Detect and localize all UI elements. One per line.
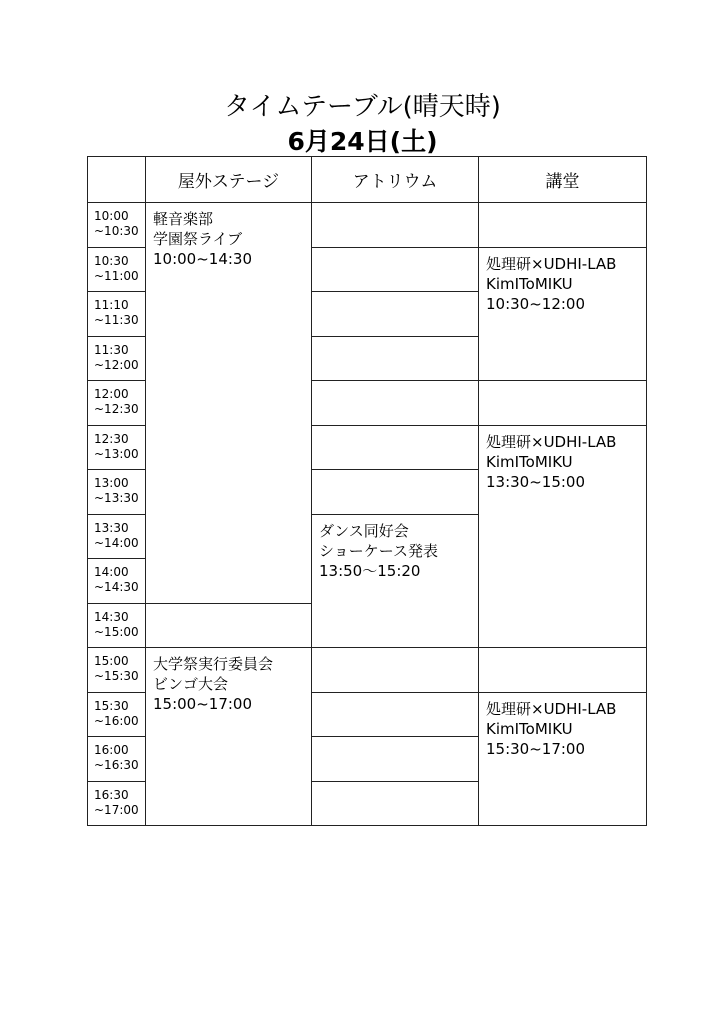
event-name: ダンス同好会 <box>319 521 409 540</box>
time-start: 10:30 <box>94 253 129 268</box>
event-sub: ショーケース発表 <box>319 541 438 560</box>
empty-cell <box>312 692 479 737</box>
event-time: 10:00~14:30 <box>153 250 253 268</box>
time-cell <box>88 292 146 337</box>
event-keion-live <box>146 203 312 604</box>
time-cell <box>88 559 146 604</box>
time-end: ~11:30 <box>94 313 139 327</box>
time-cell <box>88 425 146 470</box>
empty-cell <box>479 381 647 426</box>
page-date: 6月24日(土) <box>287 127 438 156</box>
time-cell <box>88 470 146 515</box>
time-start: 15:00 <box>94 654 129 668</box>
empty-cell <box>312 470 479 515</box>
time-start: 14:30 <box>94 609 129 624</box>
table-row <box>88 648 647 693</box>
time-start: 13:30 <box>94 520 129 535</box>
time-start: 11:10 <box>94 298 129 312</box>
event-name: 処理研×UDHI-LAB <box>486 699 617 718</box>
time-cell <box>88 603 146 648</box>
time-end: ~14:30 <box>94 580 139 594</box>
empty-cell <box>312 425 479 470</box>
time-cell <box>88 203 146 248</box>
empty-cell <box>479 203 647 248</box>
event-hall-1 <box>479 247 647 381</box>
time-start: 13:00 <box>94 476 129 490</box>
empty-cell <box>479 648 647 693</box>
time-end: ~15:00 <box>94 624 139 639</box>
time-end: ~15:30 <box>94 669 139 683</box>
time-start: 12:30 <box>94 431 129 446</box>
time-cell <box>88 247 146 292</box>
time-cell <box>88 514 146 559</box>
time-start: 11:30 <box>94 342 129 357</box>
event-hall-3 <box>479 692 647 826</box>
time-cell <box>88 781 146 826</box>
header-outdoor-stage: 屋外ステージ <box>146 157 312 203</box>
event-sub: KimIToMIKU <box>486 274 573 293</box>
event-time: 13:50～15:20 <box>319 561 421 580</box>
event-sub: KimIToMIKU <box>486 719 573 738</box>
time-cell <box>88 737 146 782</box>
header-row <box>88 157 647 203</box>
time-start: 10:00 <box>94 209 129 223</box>
time-cell <box>88 648 146 693</box>
empty-cell <box>312 247 479 292</box>
empty-cell <box>312 336 479 381</box>
time-start: 14:00 <box>94 565 129 579</box>
time-end: ~12:30 <box>94 402 139 416</box>
time-end: ~11:00 <box>94 268 139 283</box>
time-cell <box>88 692 146 737</box>
event-time: 15:00~17:00 <box>153 695 253 713</box>
header-atrium: アトリウム <box>312 157 479 203</box>
time-end: ~13:30 <box>94 491 139 505</box>
time-start: 15:30 <box>94 698 129 713</box>
empty-cell <box>312 381 479 426</box>
empty-cell <box>312 203 479 248</box>
time-end: ~10:30 <box>94 224 139 238</box>
time-start: 16:30 <box>94 787 129 802</box>
page-title: タイムテーブル(晴天時) <box>224 92 501 122</box>
time-end: ~16:00 <box>94 713 139 728</box>
time-end: ~12:00 <box>94 357 139 372</box>
timetable <box>87 156 647 826</box>
time-cell <box>88 336 146 381</box>
time-end: ~17:00 <box>94 802 139 817</box>
empty-cell <box>312 737 479 782</box>
time-start: 12:00 <box>94 387 129 401</box>
header-hall: 講堂 <box>479 157 647 203</box>
event-dance <box>312 514 479 648</box>
event-hall-2 <box>479 425 647 648</box>
empty-cell <box>312 648 479 693</box>
empty-cell <box>312 292 479 337</box>
event-time: 13:30~15:00 <box>486 472 586 491</box>
time-end: ~16:30 <box>94 758 139 772</box>
event-name: 大学祭実行委員会 <box>153 655 274 673</box>
event-sub: 学園祭ライブ <box>153 230 243 248</box>
time-start: 16:00 <box>94 743 129 757</box>
event-time: 10:30~12:00 <box>486 294 586 313</box>
header-time <box>88 157 146 203</box>
event-sub: KimIToMIKU <box>486 452 573 471</box>
time-end: ~13:00 <box>94 446 139 461</box>
time-cell <box>88 381 146 426</box>
time-end: ~14:00 <box>94 535 139 550</box>
event-bingo <box>146 648 312 826</box>
empty-cell <box>146 603 312 648</box>
event-sub: ビンゴ大会 <box>153 675 229 693</box>
event-time: 15:30~17:00 <box>486 739 586 758</box>
event-name: 軽音楽部 <box>153 210 214 228</box>
table-row <box>88 203 647 248</box>
event-name: 処理研×UDHI-LAB <box>486 254 617 273</box>
empty-cell <box>312 781 479 826</box>
event-name: 処理研×UDHI-LAB <box>486 432 617 451</box>
